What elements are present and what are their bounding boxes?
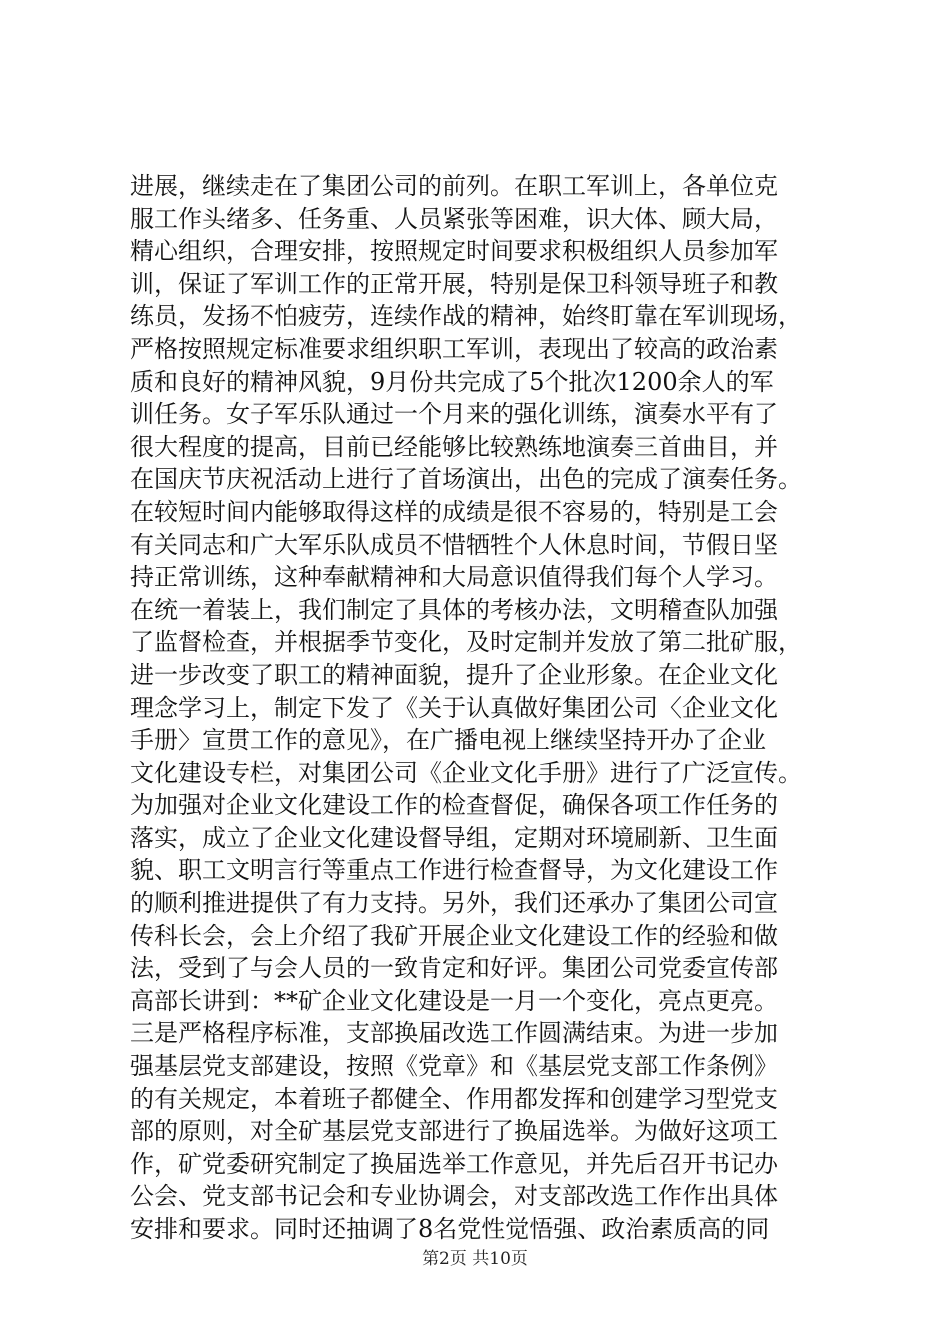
text-line: 传科长会，会上介绍了我矿开展企业文化建设工作的经验和做 <box>130 921 778 950</box>
text-line: 的有关规定，本着班子都健全、作用都发挥和创建学习型党支 <box>130 1084 778 1113</box>
text-line: 高部长讲到：**矿企业文化建设是一月一个变化，亮点更亮。 <box>130 986 778 1015</box>
text-line: 训任务。女子军乐队通过一个月来的强化训练，演奏水平有了 <box>130 400 778 429</box>
text-line: 持正常训练，这种奉献精神和大局意识值得我们每个人学习。 <box>130 563 778 592</box>
text-line: 强基层党支部建设，按照《党章》和《基层党支部工作条例》 <box>130 1052 778 1081</box>
text-line: 很大程度的提高，目前已经能够比较熟练地演奏三首曲目，并 <box>130 432 778 461</box>
text-line: 了监督检查，并根据季节变化，及时定制并发放了第二批矿服， <box>130 628 802 657</box>
text-line: 训，保证了军训工作的正常开展，特别是保卫科领导班子和教 <box>130 269 778 298</box>
text-line: 质和良好的精神风貌，9月份共完成了5个批次1200余人的军 <box>130 367 774 396</box>
text-line: 严格按照规定标准要求组织职工军训，表现出了较高的政治素 <box>130 334 778 363</box>
text-line: 法，受到了与会人员的一致肯定和好评。集团公司党委宣传部 <box>130 954 778 983</box>
text-line: 为加强对企业文化建设工作的检查督促，确保各项工作任务的 <box>130 791 778 820</box>
text-line: 三是严格程序标准，支部换届改选工作圆满结束。为进一步加 <box>130 1019 778 1048</box>
text-line: 理念学习上，制定下发了《关于认真做好集团公司〈企业文化 <box>130 693 778 722</box>
text-line: 在统一着装上，我们制定了具体的考核办法，文明稽查队加强 <box>130 595 778 624</box>
text-line: 手册〉宣贯工作的意见》，在广播电视上继续坚持开办了企业 <box>130 726 766 755</box>
text-line: 的顺利推进提供了有力支持。另外，我们还承办了集团公司宣 <box>130 889 778 918</box>
text-line: 有关同志和广大军乐队成员不惜牺牲个人休息时间，节假日坚 <box>130 530 778 559</box>
text-line: 服工作头绪多、任务重、人员紧张等困难，识大体、顾大局， <box>130 204 778 233</box>
text-line: 在国庆节庆祝活动上进行了首场演出，出色的完成了演奏任务。 <box>130 465 802 494</box>
text-line: 作，矿党委研究制定了换届选举工作意见，并先后召开书记办 <box>130 1149 778 1178</box>
text-line: 进一步改变了职工的精神面貌，提升了企业形象。在企业文化 <box>130 660 778 689</box>
text-line: 部的原则，对全矿基层党支部进行了换届选举。为做好这项工 <box>130 1117 778 1146</box>
text-line: 进展，继续走在了集团公司的前列。在职工军训上，各单位克 <box>130 172 778 200</box>
text-line: 在较短时间内能够取得这样的成绩是很不容易的，特别是工会 <box>130 497 778 526</box>
text-line: 貌、职工文明言行等重点工作进行检查督导，为文化建设工作 <box>130 856 778 885</box>
body-text <box>130 170 830 1246</box>
text-line: 练员，发扬不怕疲劳，连续作战的精神，始终盯靠在军训现场， <box>130 302 802 331</box>
text-line: 文化建设专栏，对集团公司《企业文化手册》进行了广泛宣传。 <box>130 758 802 787</box>
page-footer <box>0 1244 950 1269</box>
text-line: 精心组织，合理安排，按照规定时间要求积极组织人员参加军 <box>130 237 778 266</box>
text-line: 公会、党支部书记会和专业协调会，对支部改选工作作出具体 <box>130 1182 778 1211</box>
text-line: 落实，成立了企业文化建设督导组，定期对环境刷新、卫生面 <box>130 823 778 852</box>
page-indicator: 第2页 共10页 <box>422 1249 528 1269</box>
text-line: 安排和要求。同时还抽调了8名党性觉悟强、政治素质高的同 <box>130 1215 770 1243</box>
